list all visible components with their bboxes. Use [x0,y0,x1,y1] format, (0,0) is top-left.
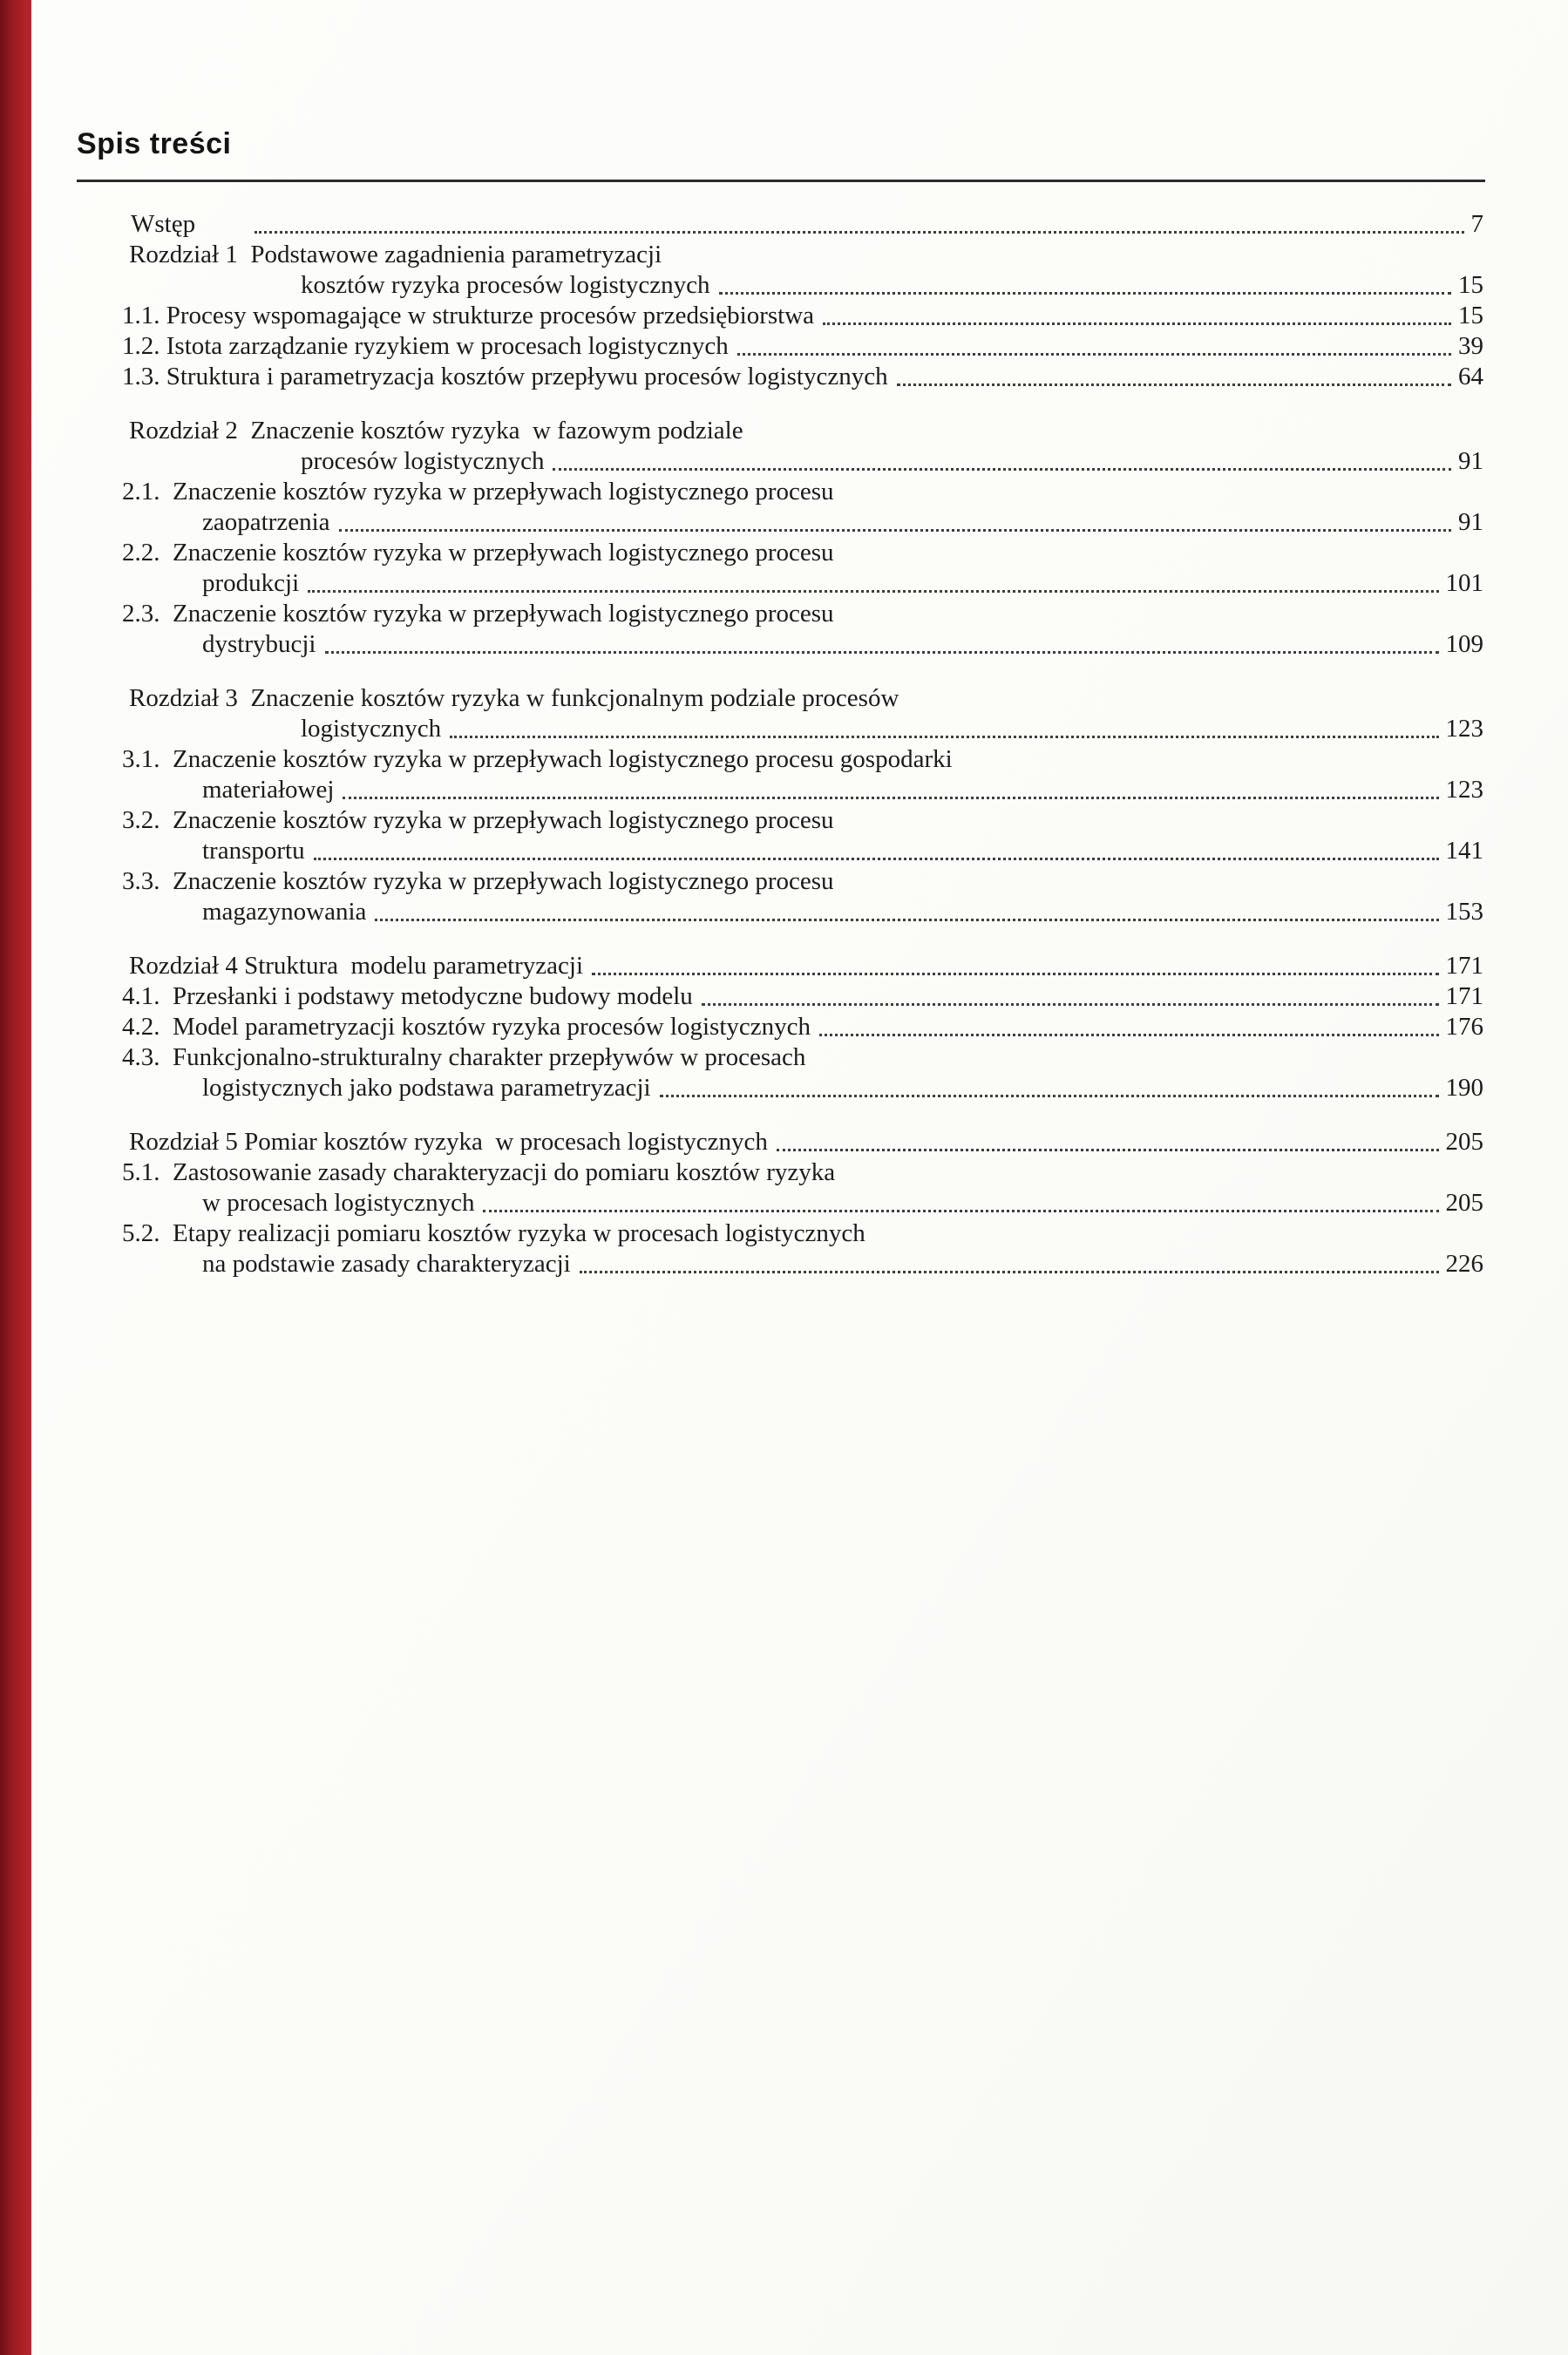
toc-row [0,836,1483,866]
dotted-leader [660,1095,1439,1097]
toc-row [0,1188,1483,1218]
toc-entry-text: dystrybucji [202,630,316,658]
dotted-leader [308,590,1438,593]
toc-row [0,270,1483,301]
toc-entry-text: logistycznych jako podstawa parametryzacji [202,1074,651,1102]
toc-page-number: 171 [1445,952,1483,980]
toc-page-number: 91 [1458,447,1483,475]
dotted-leader [314,858,1439,860]
toc-entry-text: 5.2. Etapy realizacji pomiaru kosztów ryzyka w procesach logistycznych [122,1219,865,1247]
toc-entry-text: transportu [202,837,305,865]
title-rule [77,180,1485,182]
toc-entry-text: materiałowej [202,776,335,804]
dotted-leader [719,292,1451,295]
dotted-leader [325,651,1439,654]
toc-page-number: 123 [1445,715,1483,743]
toc-entry-text: 4.1. Przesłanki i podstawy metodyczne budowy modelu [122,982,693,1010]
toc-row [0,805,1483,836]
toc-entry-text: 4.2. Model parametryzacji kosztów ryzyka procesów logistycznych [122,1013,811,1041]
toc-row [0,209,1483,240]
dotted-leader [592,973,1438,975]
toc-row [0,866,1483,897]
dotted-leader [343,797,1438,799]
toc-row [0,240,1483,270]
toc-page-number: 226 [1445,1250,1483,1278]
toc-row [0,477,1483,507]
toc-entry-text: Rozdział 1 Podstawowe zagadnienia parametryzacji [129,241,662,268]
toc-row [0,1127,1483,1157]
toc-entry-text: 1.2. Istota zarządzanie ryzykiem w procesach logistycznych [122,332,729,360]
toc-page-number: 39 [1458,332,1483,360]
toc-row [0,1012,1483,1042]
toc-page-number: 205 [1445,1128,1483,1156]
toc-entry-text: 1.1. Procesy wspomagające w strukturze procesów przedsiębiorstwa [122,302,815,329]
toc-page-number: 109 [1445,630,1483,658]
toc-row [0,599,1483,629]
toc-page-number: 141 [1445,837,1483,865]
toc-row [0,629,1483,660]
toc-row [0,1218,1483,1249]
page-title: Spis treści [77,127,232,160]
toc-entry-text: 3.1. Znaczenie kosztów ryzyka w przepływach logistycznego procesu gospodarki [122,745,953,773]
toc-list [0,209,1483,1279]
toc-entry-text: 2.1. Znaczenie kosztów ryzyka w przepływach logistycznego procesu [122,478,834,506]
dotted-leader [339,529,1451,532]
toc-row [0,446,1483,477]
toc-entry-text: logistycznych [301,715,442,743]
toc-row [0,951,1483,981]
toc-row [0,362,1483,392]
toc-entry-text: w procesach logistycznych [202,1189,475,1217]
dotted-leader [580,1271,1439,1273]
toc-row [0,714,1483,744]
toc-entry-text: procesów logistycznych [301,447,545,475]
dotted-leader [819,1034,1439,1036]
dotted-leader [483,1210,1438,1212]
toc-entry-text: magazynowania [202,898,367,926]
dotted-leader [737,353,1451,356]
toc-entry-text: Rozdział 5 Pomiar kosztów ryzyka w procesach logistycznych [129,1128,768,1156]
dotted-leader [702,1003,1439,1006]
toc-entry-text: Rozdział 2 Znaczenie kosztów ryzyka w fazowym podziale [129,417,743,445]
toc-row [0,301,1483,331]
toc-page-number: 15 [1458,302,1483,329]
toc-row [0,1073,1483,1103]
toc-page-number: 123 [1445,776,1483,804]
dotted-leader [897,383,1451,386]
toc-entry-text: 1.3. Struktura i parametryzacja kosztów przepływu procesów logistycznych [122,363,888,390]
toc-page-number: 176 [1445,1013,1483,1041]
toc-entry-text: na podstawie zasady charakteryzacji [202,1250,571,1278]
toc-row [0,981,1483,1012]
toc-row [0,683,1483,714]
toc-page-number: 190 [1445,1074,1483,1102]
toc-row [0,1042,1483,1073]
dotted-leader [450,736,1438,738]
toc-page-number: 205 [1445,1189,1483,1217]
toc-row [0,331,1483,362]
toc-entry-text: produkcji [202,569,300,597]
dotted-leader [777,1149,1439,1151]
toc-entry-text: 2.3. Znaczenie kosztów ryzyka w przepływach logistycznego procesu [122,600,834,628]
toc-page-number: 153 [1445,898,1483,926]
toc-row [0,775,1483,805]
toc-entry-text: zaopatrzenia [202,508,330,536]
toc-entry-text: 3.2. Znaczenie kosztów ryzyka w przepływach logistycznego procesu [122,806,834,834]
toc-entry-text: Wstęp [131,210,196,238]
toc-row [0,507,1483,538]
dotted-leader [255,231,1463,234]
toc-row [0,1157,1483,1188]
toc-row [0,568,1483,599]
toc-entry-text: kosztów ryzyka procesów logistycznych [301,271,710,299]
toc-page-number: 7 [1470,210,1483,238]
toc-entry-text: 3.3. Znaczenie kosztów ryzyka w przepływach logistycznego procesu [122,867,834,895]
toc-page-number: 171 [1445,982,1483,1010]
dotted-leader [553,468,1451,471]
dotted-leader [375,919,1438,921]
toc-entry-text: 2.2. Znaczenie kosztów ryzyka w przepływach logistycznego procesu [122,539,834,567]
toc-row [0,1249,1483,1279]
toc-row [0,538,1483,568]
toc-page-number: 64 [1458,363,1483,390]
toc-entry-text: 4.3. Funkcjonalno-strukturalny charakter przepływów w procesach [122,1043,806,1071]
dotted-leader [823,322,1451,325]
toc-page-number: 101 [1445,569,1483,597]
toc-entry-text: Rozdział 4 Struktura modelu parametryzacji [129,952,584,980]
toc-row [0,897,1483,927]
toc-row [0,744,1483,775]
toc-entry-text: Rozdział 3 Znaczenie kosztów ryzyka w funkcjonalnym podziale procesów [129,684,899,712]
toc-entry-text: 5.1. Zastosowanie zasady charakteryzacji do pomiaru kosztów ryzyka [122,1158,836,1186]
toc-row [0,416,1483,446]
toc-page-number: 91 [1458,508,1483,536]
toc-page-number: 15 [1458,271,1483,299]
